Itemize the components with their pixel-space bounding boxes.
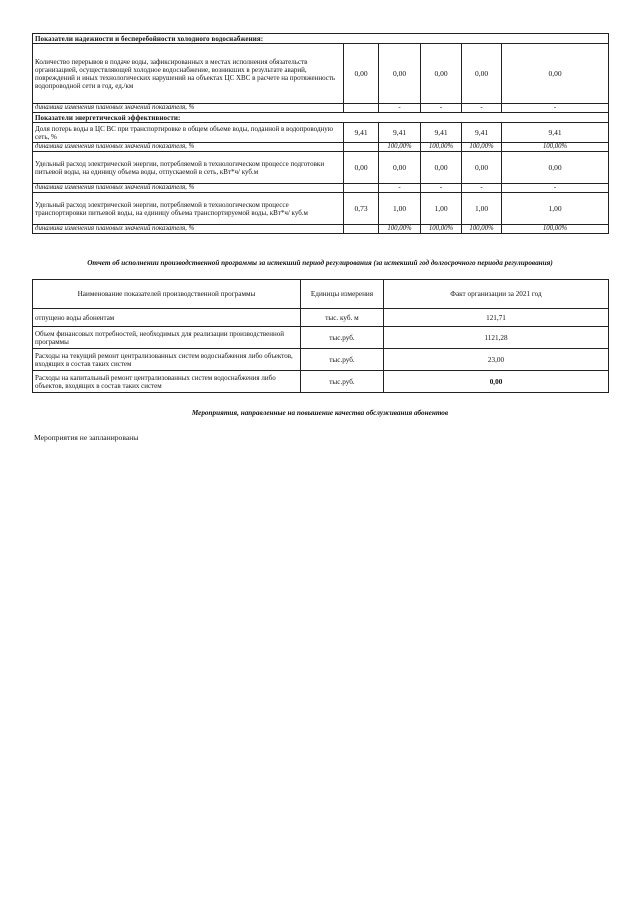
report-row-unit: тыс.руб. — [301, 349, 384, 371]
dynamics-label: динамика изменения плановых значений показателя, % — [33, 143, 344, 152]
dynamics-label: динамика изменения плановых значений показателя, % — [33, 184, 344, 193]
col-header-unit: Единицы измерения — [301, 280, 384, 309]
dynamics-value: 100,00% — [502, 225, 609, 234]
indicator-value: 9,41 — [379, 123, 421, 143]
dynamics-value: 100,00% — [462, 225, 502, 234]
indicator-value: 1,00 — [462, 193, 502, 225]
section-header-reliability: Показатели надежности и бесперебойности холодного водоснабжения: — [33, 34, 609, 44]
dynamics-value: 100,00% — [462, 143, 502, 152]
section-header-energy: Показатели энергетической эффективности: — [33, 113, 609, 123]
report-row-name: Расходы на текущий ремонт централизованных систем водоснабжения либо объектов, входящих в состав таких систем — [33, 349, 301, 371]
report-row-value: 23,00 — [384, 349, 609, 371]
dynamics-value: 100,00% — [502, 143, 609, 152]
report-row-name: Объем финансовых потребностей, необходимых для реализации производственной программы — [33, 327, 301, 349]
indicator-value: 0,00 — [379, 44, 421, 104]
table-row — [33, 371, 609, 393]
table-row — [33, 152, 609, 184]
table-row — [33, 193, 609, 225]
table-row — [33, 44, 609, 104]
report-row-name: Расходы на капитальный ремонт централизованных систем водоснабжения либо объектов, входящих в состав таких систем — [33, 371, 301, 393]
dynamics-label: динамика изменения плановых значений показателя, % — [33, 104, 344, 113]
report-row-unit: тыс.руб. — [301, 327, 384, 349]
table-row — [33, 309, 609, 327]
report-row-name: отпущено воды абонентам — [33, 309, 301, 327]
dynamics-value: - — [462, 104, 502, 113]
section-row — [33, 34, 609, 44]
dynamics-value — [344, 143, 379, 152]
dynamics-row — [33, 143, 609, 152]
dynamics-value: - — [502, 184, 609, 193]
indicator-value: 0,00 — [462, 44, 502, 104]
indicator-value: 0,00 — [421, 44, 462, 104]
dynamics-value: 100,00% — [421, 225, 462, 234]
indicator-value: 9,41 — [421, 123, 462, 143]
report-row-unit: тыс. куб. м — [301, 309, 384, 327]
indicator-value: 1,00 — [502, 193, 609, 225]
dynamics-value: - — [379, 184, 421, 193]
dynamics-row — [33, 104, 609, 113]
report-row-value: 0,00 — [384, 371, 609, 393]
dynamics-row — [33, 225, 609, 234]
indicator-value: 9,41 — [344, 123, 379, 143]
report-row-unit: тыс.руб. — [301, 371, 384, 393]
indicator-value: 9,41 — [462, 123, 502, 143]
measures-text: Мероприятия не запланированы — [34, 433, 139, 442]
indicator-label: Количество перерывов в подаче воды, зафиксированных в местах исполнения обязательств организацией, осуществляющей холодное водоснабжение, возникших в результате аварий, повреждений и иных технологических нарушений на объектах ЦС ХВС в расчете на протяженность водопроводной сети в год, ед./км — [33, 44, 344, 104]
col-header-fact: Факт организации за 2021 год — [384, 280, 609, 309]
indicator-label: Доля потерь воды в ЦС ВС при транспортировке в общем объеме воды, поданной в водопроводную сеть, % — [33, 123, 344, 143]
indicator-value: 0,00 — [344, 152, 379, 184]
dynamics-value: 100,00% — [421, 143, 462, 152]
dynamics-value — [344, 184, 379, 193]
dynamics-value: 100,00% — [379, 143, 421, 152]
table-row — [33, 327, 609, 349]
indicator-value: 0,00 — [502, 44, 609, 104]
dynamics-value: - — [379, 104, 421, 113]
dynamics-value: - — [421, 184, 462, 193]
measures-title: Мероприятия, направленные на повышение качества обслуживания абонентов — [191, 409, 449, 417]
dynamics-value: - — [462, 184, 502, 193]
indicator-value: 0,73 — [344, 193, 379, 225]
indicators-table — [32, 33, 609, 234]
dynamics-value — [344, 225, 379, 234]
indicator-value: 0,00 — [379, 152, 421, 184]
indicator-value: 1,00 — [421, 193, 462, 225]
dynamics-value: 100,00% — [379, 225, 421, 234]
indicator-label: Удельный расход электрической энергии, потребляемой в технологическом процессе подготовки питьевой воды, на единицу объема воды, отпускаемой в сеть, кВт*ч/ куб.м — [33, 152, 344, 184]
indicator-label: Удельный расход электрической энергии, потребляемой в технологическом процессе транспортировки питьевой воды, на единицу объема транспортируемой воды, кВт*ч/ куб.м — [33, 193, 344, 225]
report-header-row — [33, 280, 609, 309]
indicator-value: 1,00 — [379, 193, 421, 225]
table-row — [33, 349, 609, 371]
report-title: Отчет об исполнении производственной программы за истекший период регулирования (за истекший год долгосрочного периода регулирования) — [87, 259, 553, 267]
report-table — [32, 279, 609, 393]
table-row — [33, 123, 609, 143]
report-row-value: 121,71 — [384, 309, 609, 327]
dynamics-label: динамика изменения плановых значений показателя, % — [33, 225, 344, 234]
report-row-value: 1121,28 — [384, 327, 609, 349]
dynamics-value: - — [502, 104, 609, 113]
indicator-value: 0,00 — [344, 44, 379, 104]
dynamics-value — [344, 104, 379, 113]
indicator-value: 0,00 — [462, 152, 502, 184]
dynamics-value: - — [421, 104, 462, 113]
section-row — [33, 113, 609, 123]
indicator-value: 0,00 — [502, 152, 609, 184]
indicator-value: 9,41 — [502, 123, 609, 143]
dynamics-row — [33, 184, 609, 193]
col-header-name: Наименование показателей производственной программы — [33, 280, 301, 309]
indicator-value: 0,00 — [421, 152, 462, 184]
